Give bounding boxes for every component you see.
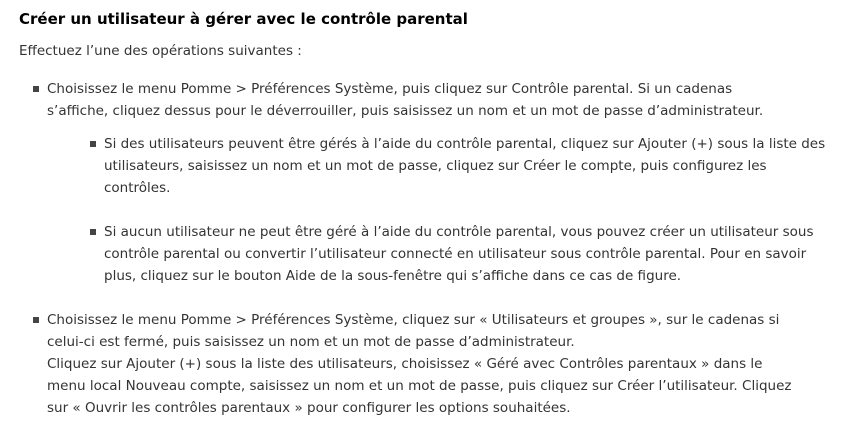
intro-text: Effectuez l’une des opérations suivantes :	[19, 43, 302, 59]
step-2-line-1: Choisissez le menu Pomme > Préférences Système, cliquez sur « Utilisateurs et groupes », sur le cadenas si	[47, 312, 780, 328]
substep-2-line-1: Si aucun utilisateur ne peut être géré à l’aide du contrôle parental, vous pouvez créer un utilisateur sous	[104, 224, 814, 240]
substep-item-1	[47, 133, 826, 199]
step-item-1	[19, 78, 826, 287]
square-bullet-icon	[90, 141, 96, 147]
substep-item-2	[47, 221, 814, 287]
square-bullet-icon	[33, 86, 39, 92]
substep-1-line-2: utilisateurs, saisissez un nom et un mot de passe, cliquez sur Créer le compte, puis configurez les	[104, 158, 767, 174]
step-2-line-4: menu local Nouveau compte, saisissez un nom et un mot de passe, puis cliquez sur Créer l’utilisateur. Cliquez	[47, 378, 792, 394]
square-bullet-icon	[33, 317, 39, 323]
step-item-2	[19, 309, 792, 419]
steps-list	[19, 78, 826, 419]
substeps-list	[47, 133, 826, 287]
square-bullet-icon	[90, 229, 96, 235]
step-2-line-5: sur « Ouvrir les contrôles parentaux » pour configurer les options souhaitées.	[47, 400, 571, 416]
substep-1-line-3: contrôles.	[104, 180, 171, 196]
page-title: Créer un utilisateur à gérer avec le contrôle parental	[19, 10, 468, 28]
step-2-line-3: Cliquez sur Ajouter (+) sous la liste des utilisateurs, choisissez « Géré avec Contrôles parentaux » dans le	[47, 356, 763, 372]
step-1-line-1: Choisissez le menu Pomme > Préférences Système, puis cliquez sur Contrôle parental. Si un cadenas	[47, 81, 733, 97]
substep-2-line-2: contrôle parental ou convertir l’utilisateur connecté en utilisateur sous contrôle parental. Pour en savoir	[104, 246, 807, 262]
step-1-line-2: s’affiche, cliquez dessus pour le déverrouiller, puis saisissez un nom et un mot de passe d’administrateur.	[47, 103, 764, 119]
step-2-line-2: celui-ci est fermé, puis saisissez un nom et un mot de passe d’administrateur.	[47, 334, 575, 350]
substep-2-line-3: plus, cliquez sur le bouton Aide de la sous-fenêtre qui s’affiche dans ce cas de figure.	[104, 268, 682, 284]
substep-1-line-1: Si des utilisateurs peuvent être gérés à l’aide du contrôle parental, cliquez sur Ajouter (+) sous la liste des	[104, 136, 826, 152]
